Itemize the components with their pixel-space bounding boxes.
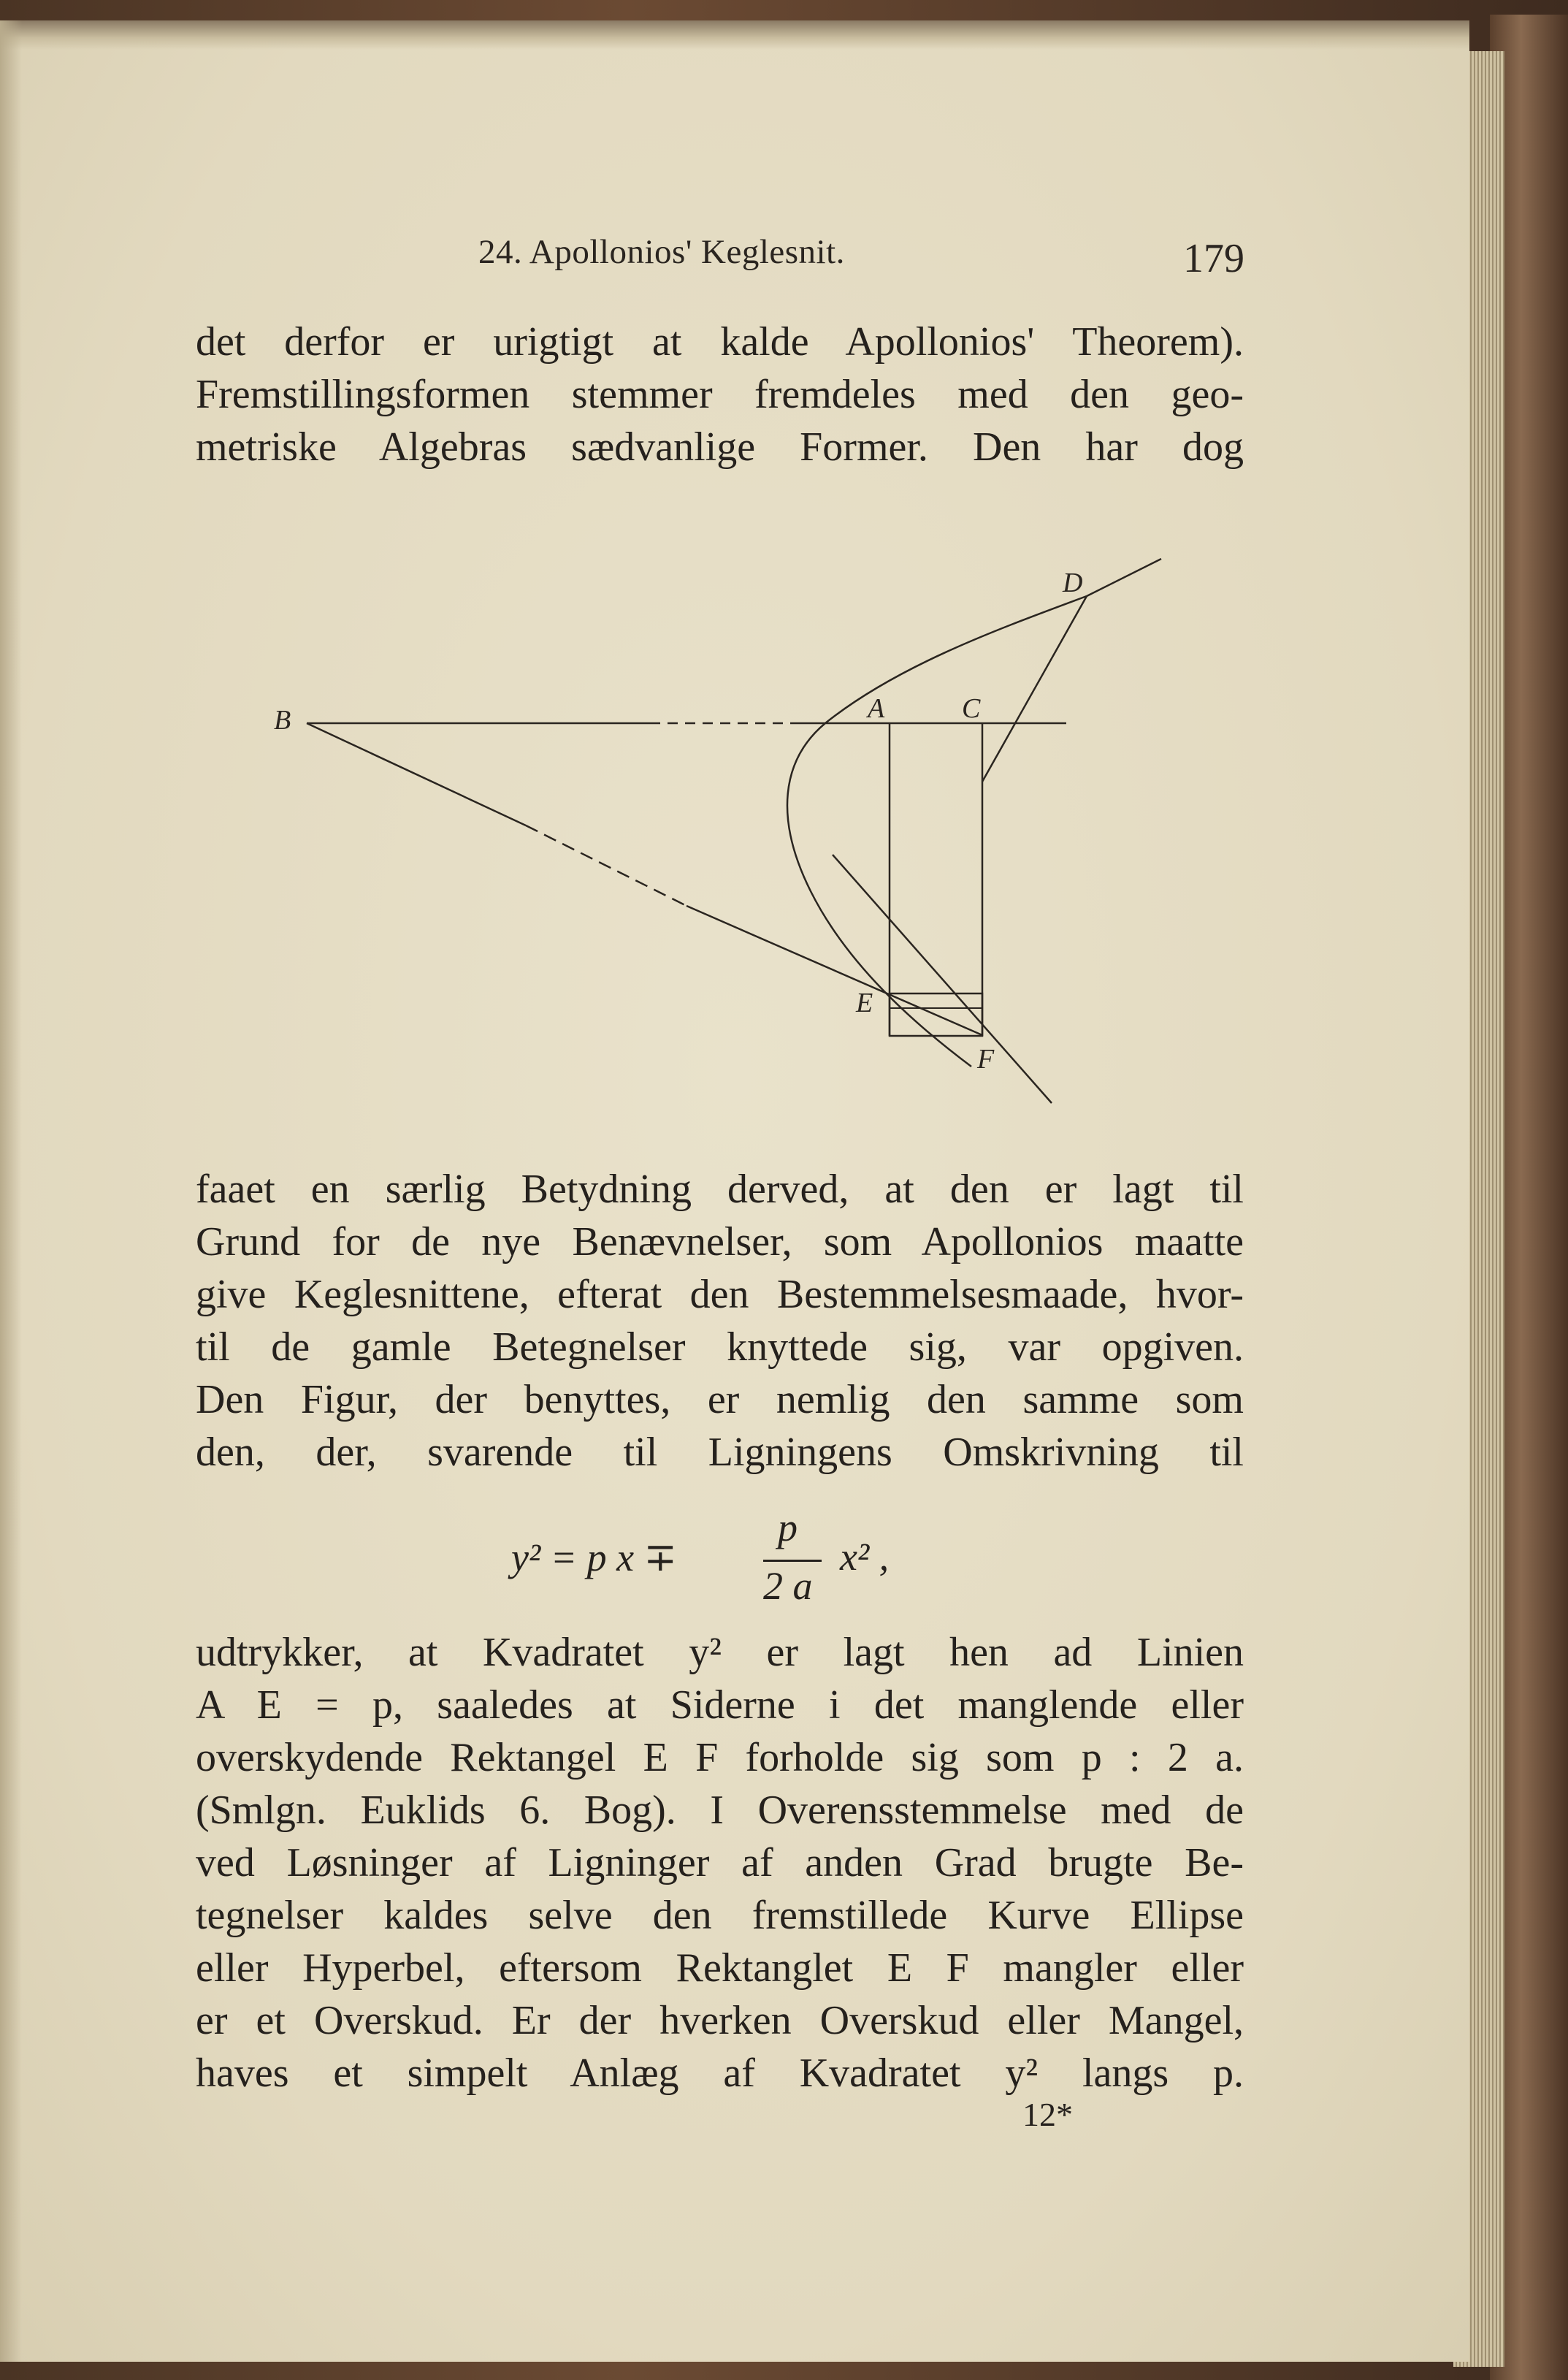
text-line: (Smlgn. Euklids 6. Bog). I Overensstemmelse med de [196, 1788, 1244, 1833]
text-line: A E = p, saaledes at Siderne i det manglende eller [196, 1682, 1244, 1728]
bottom-paragraph [196, 1626, 1244, 2099]
text-line: til de gamle Betegnelser knyttede sig, var opgiven. [196, 1324, 1244, 1370]
fraction-bar [763, 1560, 822, 1562]
equation-rhs: x² , [840, 1535, 890, 1579]
text-line: tegnelser kaldes selve den fremstillede Kurve Ellipse [196, 1893, 1244, 1938]
diagonal-a-to-f [833, 855, 1052, 1103]
equation-denominator: 2 a [763, 1564, 813, 1608]
diagonal-b-to-f [307, 723, 526, 825]
text-line: Den Figur, der benyttes, er nemlig den samme som [196, 1377, 1244, 1422]
text-line: det derfor er urigtigt at kalde Apollonios' Theorem). [196, 319, 1244, 365]
label-e: E [856, 988, 873, 1018]
text-line: ved Løsninger af Ligninger af anden Grad brugte Be- [196, 1840, 1244, 1885]
text-line: er et Overskud. Er der hverken Overskud eller Mangel, [196, 1998, 1244, 2043]
running-title: 24. Apollonios' Keglesnit. [478, 233, 845, 271]
equation [511, 1490, 1022, 1607]
text-line: haves et simpelt Anlæg af Kvadratet y² langs p. [196, 2051, 1244, 2096]
conic-section-figure [270, 541, 1169, 1110]
conic-curve [787, 596, 1087, 1067]
signature-mark: 12* [1022, 2096, 1073, 2133]
page-top-tint [0, 20, 1469, 50]
text-line: eller Hyperbel, eftersom Rektanglet E F mangler eller [196, 1945, 1244, 1991]
line-d-extension [1087, 559, 1161, 596]
equation-lhs: y² = p x ∓ [511, 1536, 677, 1579]
text-line: metriske Algebras sædvanlige Former. Den har dog [196, 424, 1244, 470]
diagonal-b-to-f-lower [687, 906, 982, 1035]
page-gutter-shadow [0, 20, 22, 2362]
label-c: C [962, 693, 981, 724]
diagonal-b-to-f-dashed [526, 825, 687, 906]
middle-paragraph [196, 1163, 1244, 1479]
label-d: D [1063, 568, 1083, 598]
text-line: give Keglesnittene, efterat den Bestemmelsesmaade, hvor- [196, 1272, 1244, 1317]
label-a: A [868, 693, 885, 724]
text-line: overskydende Rektangel E F forholde sig som p : 2 a. [196, 1735, 1244, 1780]
line-d-to-c [982, 596, 1087, 782]
top-paragraph [196, 316, 1244, 473]
equation-numerator: p [778, 1506, 798, 1549]
text-line: Grund for de nye Benævnelser, som Apollonios maatte [196, 1219, 1244, 1265]
text-line: faaet en særlig Betydning derved, at den er lagt til [196, 1167, 1244, 1212]
text-line: udtrykker, at Kvadratet y² er lagt hen ad Linien [196, 1630, 1244, 1675]
text-line: den, der, svarende til Ligningens Omskrivning til [196, 1430, 1244, 1475]
label-b: B [274, 705, 291, 736]
label-f: F [977, 1044, 995, 1075]
text-line: Fremstillingsformen stemmer fremdeles med den geo- [196, 372, 1244, 417]
page-number: 179 [1183, 236, 1244, 281]
